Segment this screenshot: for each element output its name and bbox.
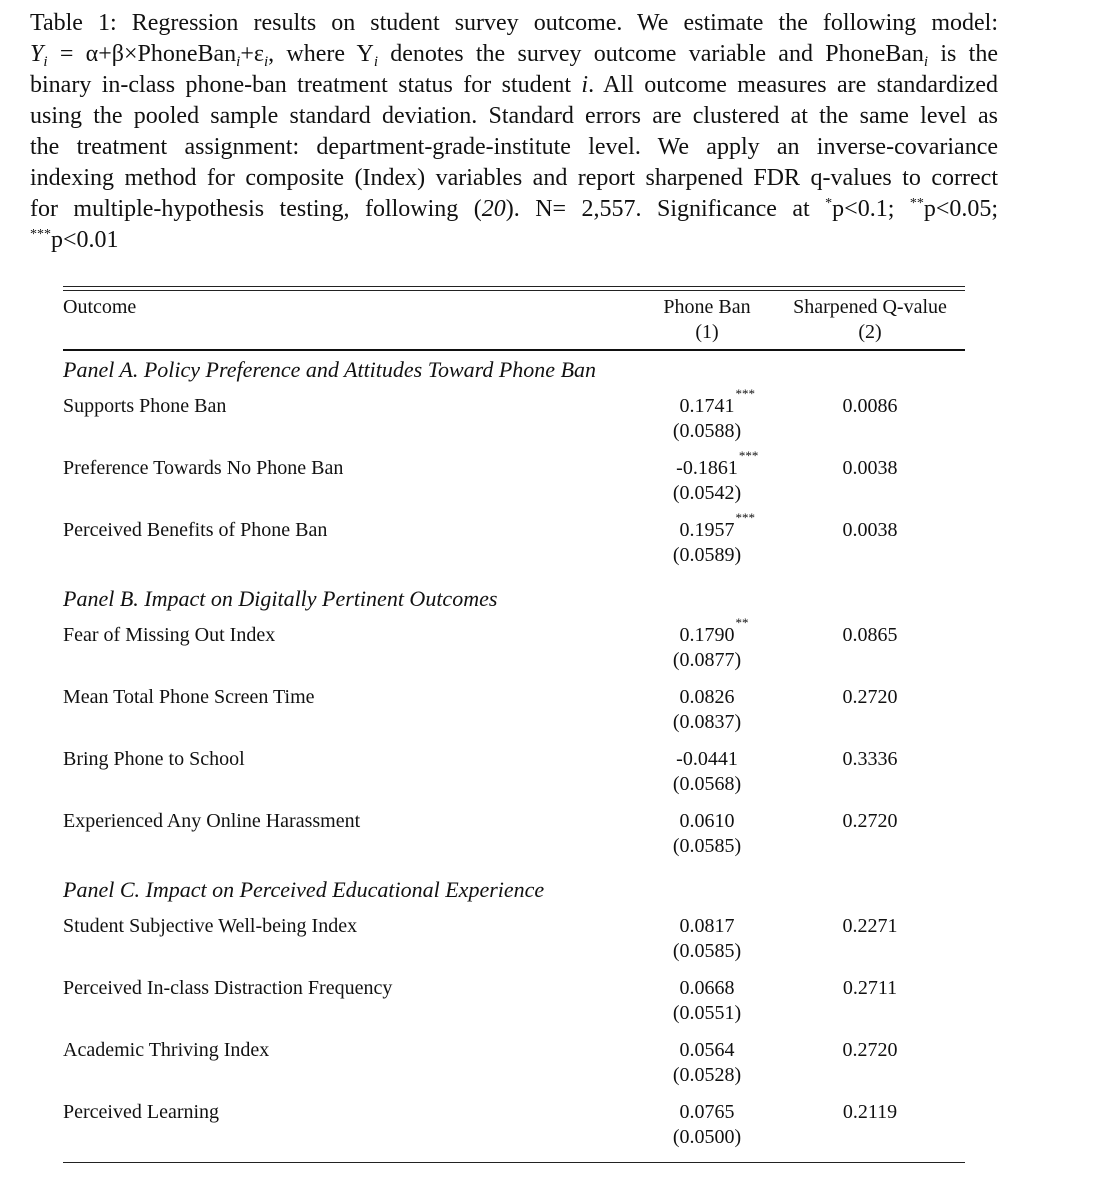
q-value: 0.0038 (842, 519, 898, 541)
caption-text: . All outcome measures are standardized (588, 72, 998, 98)
coefficient (643, 1038, 771, 1063)
caption-line-3 (30, 70, 998, 101)
math-sub: i (236, 54, 241, 70)
phone-ban-cell (643, 1038, 771, 1088)
coefficient (643, 685, 771, 710)
outcome-label: Fear of Missing Out Index (63, 624, 276, 646)
panel-spacer (63, 387, 965, 394)
phone-ban-cell (643, 386, 771, 444)
caption-text: = α+β×PhoneBan (47, 41, 237, 67)
phone-ban-cell (643, 914, 771, 964)
math-sub: i (43, 54, 48, 70)
standard-error: (0.0588) (672, 420, 742, 442)
outcome-label: Preference Towards No Phone Ban (63, 457, 344, 479)
coefficient-value: 0.0668 (679, 977, 735, 999)
coefficient (643, 976, 771, 1001)
coefficient-value: 0.1741 (679, 395, 735, 417)
caption-text: denotes the survey outcome variable and PhoneBan (377, 41, 924, 67)
table-row (63, 386, 965, 456)
caption-text: is the (928, 41, 998, 67)
coefficient: 0.1790 ** (679, 615, 749, 646)
coefficient (643, 914, 771, 939)
standard-error: (0.0877) (672, 649, 742, 671)
header-q-value (781, 295, 959, 345)
q-value: 0.0086 (842, 395, 898, 417)
header-col1-name: Phone Ban (663, 296, 751, 318)
standard-error: (0.0528) (672, 1064, 742, 1086)
coefficient-value: 0.0610 (679, 810, 735, 832)
coefficient-value: 0.1790 (679, 624, 735, 646)
caption-text: binary in-class phone-ban treatment status for student (30, 72, 582, 98)
math-y: Y (30, 41, 44, 67)
header-outcome: Outcome (63, 296, 137, 318)
coefficient: -0.1861 *** (676, 448, 759, 479)
outcome-label: Bring Phone to School (63, 748, 245, 770)
caption-text: using the pooled sample standard deviation. Standard errors are clustered at the same level as (30, 103, 998, 129)
significance-star: *** (30, 227, 51, 242)
panel-title: Panel C. Impact on Perceived Educational Experience (63, 877, 545, 902)
caption-text: p<0.05; (923, 196, 999, 222)
panel-spacer (63, 907, 965, 914)
caption-text: the treatment assignment: department-grade-institute level. We apply an inverse-covariance (30, 134, 998, 160)
caption-line-2 (30, 39, 998, 70)
q-value: 0.0038 (842, 457, 898, 479)
table-row (63, 615, 965, 685)
caption-line-4 (30, 101, 998, 132)
standard-error: (0.0542) (672, 482, 742, 504)
caption-text: Table 1: Regression results on student survey outcome. We estimate the following model: (30, 10, 998, 36)
standard-error: (0.0500) (672, 1126, 742, 1148)
table-row (63, 448, 965, 518)
phone-ban-cell (643, 448, 771, 506)
header-col2-num: (2) (858, 321, 882, 343)
standard-error: (0.0568) (672, 773, 742, 795)
math-i: i (581, 72, 589, 98)
header-phone-ban (643, 295, 771, 345)
phone-ban-cell (643, 747, 771, 797)
table-caption (30, 8, 998, 256)
math-sub: i (923, 54, 929, 70)
coefficient (643, 809, 771, 834)
phone-ban-cell (643, 685, 771, 735)
outcome-label: Perceived Benefits of Phone Ban (63, 519, 328, 541)
table-row (63, 685, 965, 747)
caption-line-8 (30, 225, 998, 256)
q-value: 0.2720 (842, 1039, 898, 1061)
q-value: 0.2720 (842, 810, 898, 832)
coefficient-value: 0.0817 (679, 915, 735, 937)
outcome-label: Supports Phone Ban (63, 395, 227, 417)
caption-text: +ε (240, 41, 264, 67)
panel-title: Panel B. Impact on Digitally Pertinent Outcomes (63, 586, 498, 611)
phone-ban-cell (643, 976, 771, 1026)
caption-line-7 (30, 194, 998, 225)
phone-ban-cell (643, 809, 771, 859)
phone-ban-cell (643, 510, 771, 568)
caption-line-6 (30, 163, 998, 194)
panel-spacer (63, 616, 965, 623)
outcome-label: Perceived In-class Distraction Frequency (63, 977, 393, 999)
bottom-rule (63, 1162, 965, 1163)
phone-ban-cell (643, 615, 771, 673)
caption-text: p<0.01 (51, 227, 119, 253)
outcome-label: Academic Thriving Index (63, 1039, 270, 1061)
header-col2-name: Sharpened Q-value (793, 296, 947, 318)
caption-text: indexing method for composite (Index) variables and report sharpened FDR q-values to correct (30, 165, 998, 191)
table-row (63, 510, 965, 580)
caption-text: for multiple-hypothesis testing, following ( (30, 196, 482, 222)
table-row (63, 747, 965, 809)
standard-error: (0.0585) (672, 835, 742, 857)
table-row (63, 1038, 965, 1100)
coefficient-value: 0.0765 (679, 1101, 735, 1123)
header-col1-num: (1) (695, 321, 719, 343)
standard-error: (0.0837) (672, 711, 742, 733)
coefficient-value: -0.0441 (676, 748, 738, 770)
coefficient-value: 0.1957 (679, 519, 735, 541)
standard-error: (0.0551) (672, 1002, 742, 1024)
table-row (63, 809, 965, 871)
standard-error: (0.0589) (672, 544, 742, 566)
phone-ban-cell (643, 1100, 771, 1150)
q-value: 0.2711 (842, 977, 898, 999)
significance-star: ** (909, 196, 924, 211)
table-header (63, 291, 965, 349)
outcome-label: Experienced Any Online Harassment (63, 810, 361, 832)
caption-line-5 (30, 132, 998, 163)
panel-title: Panel A. Policy Preference and Attitudes Toward Phone Ban (63, 357, 597, 382)
regression-table (63, 286, 965, 1163)
q-value: 0.2271 (842, 915, 898, 937)
table-body (63, 351, 965, 1162)
q-value: 0.0865 (842, 624, 898, 646)
caption-text: p<0.1; (832, 196, 910, 222)
coefficient (643, 747, 771, 772)
q-value: 0.2720 (842, 686, 898, 708)
table-row (63, 976, 965, 1038)
caption-text: ). N= 2,557. Significance at (505, 196, 826, 222)
standard-error: (0.0585) (672, 940, 742, 962)
table-row (63, 1100, 965, 1162)
outcome-label: Mean Total Phone Screen Time (63, 686, 315, 708)
significance-star: * (825, 196, 833, 211)
caption-line-1 (30, 8, 998, 39)
coefficient: 0.1957 *** (679, 510, 755, 541)
citation-ref: 20 (481, 196, 506, 222)
coefficient-value: 0.0564 (679, 1039, 735, 1061)
caption-text: , where Y (268, 41, 374, 67)
q-value: 0.3336 (842, 748, 898, 770)
outcome-label: Perceived Learning (63, 1101, 220, 1123)
table-row (63, 914, 965, 976)
coefficient-value: -0.1861 (676, 457, 738, 479)
coefficient-value: 0.0826 (679, 686, 735, 708)
math-sub: i (263, 54, 269, 70)
q-value: 0.2119 (842, 1101, 898, 1123)
coefficient (643, 1100, 771, 1125)
math-sub: i (373, 54, 378, 70)
outcome-label: Student Subjective Well-being Index (63, 915, 358, 937)
coefficient: 0.1741 *** (679, 386, 755, 417)
